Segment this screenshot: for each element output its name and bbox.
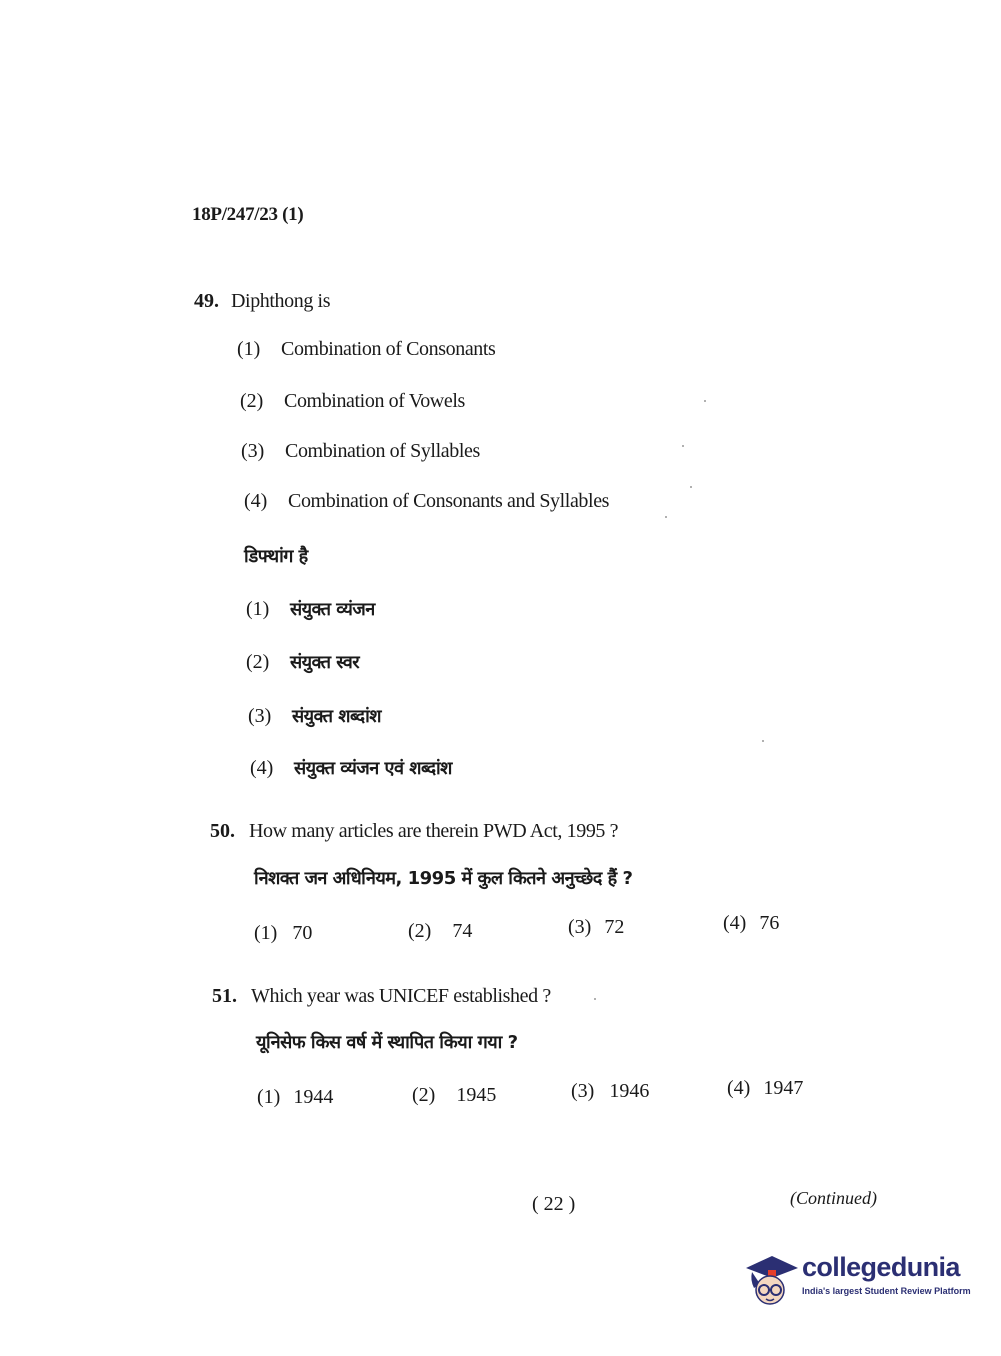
- question-number: 49.: [194, 290, 219, 312]
- option-text: Combination of Consonants: [281, 338, 496, 360]
- option-number: (1): [254, 922, 278, 944]
- scan-speck: [762, 740, 764, 742]
- option-number: (1): [237, 338, 261, 360]
- option-50-2: [408, 920, 472, 943]
- question-text: Which year was UNICEF established ?: [251, 985, 551, 1007]
- student-mascot-icon: [742, 1250, 800, 1308]
- option-49-1: [237, 338, 495, 361]
- question-number: 50.: [210, 820, 235, 842]
- option-51-3: [571, 1080, 649, 1103]
- scan-speck: [682, 445, 684, 447]
- question-text: How many articles are therein PWD Act, 1995 ?: [249, 820, 619, 842]
- option-number: (2): [240, 390, 264, 412]
- option-text: 70: [292, 922, 313, 944]
- collegedunia-logo: [742, 1250, 972, 1312]
- option-text: 1944: [293, 1086, 334, 1108]
- option-number: (4): [727, 1077, 751, 1099]
- logo-wordmark: collegedunia: [802, 1252, 960, 1282]
- question-50-hindi: निशक्त जन अधिनियम, 1995 में कुल कितने अनुच्छेद हैं ?: [254, 868, 633, 889]
- scan-speck: [704, 400, 706, 402]
- option-50-1: [254, 922, 312, 945]
- option-text: 74: [452, 920, 473, 942]
- option-51-4: [727, 1077, 803, 1100]
- option-text: संयुक्त व्यंजन: [290, 599, 375, 620]
- hindi-option-49-3: [248, 704, 381, 728]
- option-number: (2): [246, 651, 270, 673]
- question-text: Diphthong is: [231, 290, 331, 312]
- logo-tagline: India's largest Student Review Platform: [802, 1286, 971, 1296]
- question-50: [210, 820, 618, 843]
- option-49-4: [244, 490, 609, 513]
- question-number: 51.: [212, 985, 237, 1007]
- hindi-option-49-4: [250, 756, 452, 780]
- option-51-1: [257, 1086, 333, 1109]
- scan-speck: [690, 486, 692, 488]
- question-49-hindi: डिफ्थांग है: [244, 546, 308, 567]
- hindi-option-49-1: [246, 597, 375, 621]
- option-text: 1947: [763, 1077, 804, 1099]
- option-number: (4): [723, 912, 747, 934]
- option-number: (1): [246, 598, 270, 620]
- option-number: (1): [257, 1086, 281, 1108]
- page-number: ( 22 ): [532, 1193, 576, 1215]
- option-text: संयुक्त स्वर: [290, 652, 360, 673]
- option-number: (3): [571, 1080, 595, 1102]
- option-text: 76: [759, 912, 780, 934]
- option-50-3: [568, 916, 624, 939]
- hindi-option-49-2: [246, 650, 359, 674]
- option-text: 1946: [609, 1080, 650, 1102]
- option-text: Combination of Consonants and Syllables: [288, 490, 610, 512]
- question-49: [194, 290, 330, 313]
- option-text: Combination of Syllables: [285, 440, 480, 462]
- option-text: 72: [604, 916, 625, 938]
- option-number: (2): [412, 1084, 436, 1106]
- option-number: (2): [408, 920, 432, 942]
- option-number: (3): [241, 440, 265, 462]
- option-49-3: [241, 440, 480, 463]
- option-number: (4): [244, 490, 268, 512]
- question-51: [212, 985, 551, 1008]
- option-51-2: [412, 1084, 496, 1107]
- option-number: (4): [250, 757, 274, 779]
- paper-code: 18P/247/23 (1): [192, 204, 304, 225]
- option-text: संयुक्त व्यंजन एवं शब्दांश: [294, 758, 452, 779]
- option-number: (3): [248, 705, 272, 727]
- question-51-hindi: यूनिसेफ किस वर्ष में स्थापित किया गया ?: [256, 1032, 518, 1053]
- option-text: Combination of Vowels: [284, 390, 465, 412]
- option-number: (3): [568, 916, 592, 938]
- scan-speck: [665, 516, 667, 518]
- continued-label: (Continued): [790, 1188, 877, 1208]
- scan-speck: [594, 998, 596, 1000]
- option-text: 1945: [456, 1084, 497, 1106]
- option-text: संयुक्त शब्दांश: [292, 706, 381, 727]
- option-50-4: [723, 912, 779, 935]
- option-49-2: [240, 390, 465, 413]
